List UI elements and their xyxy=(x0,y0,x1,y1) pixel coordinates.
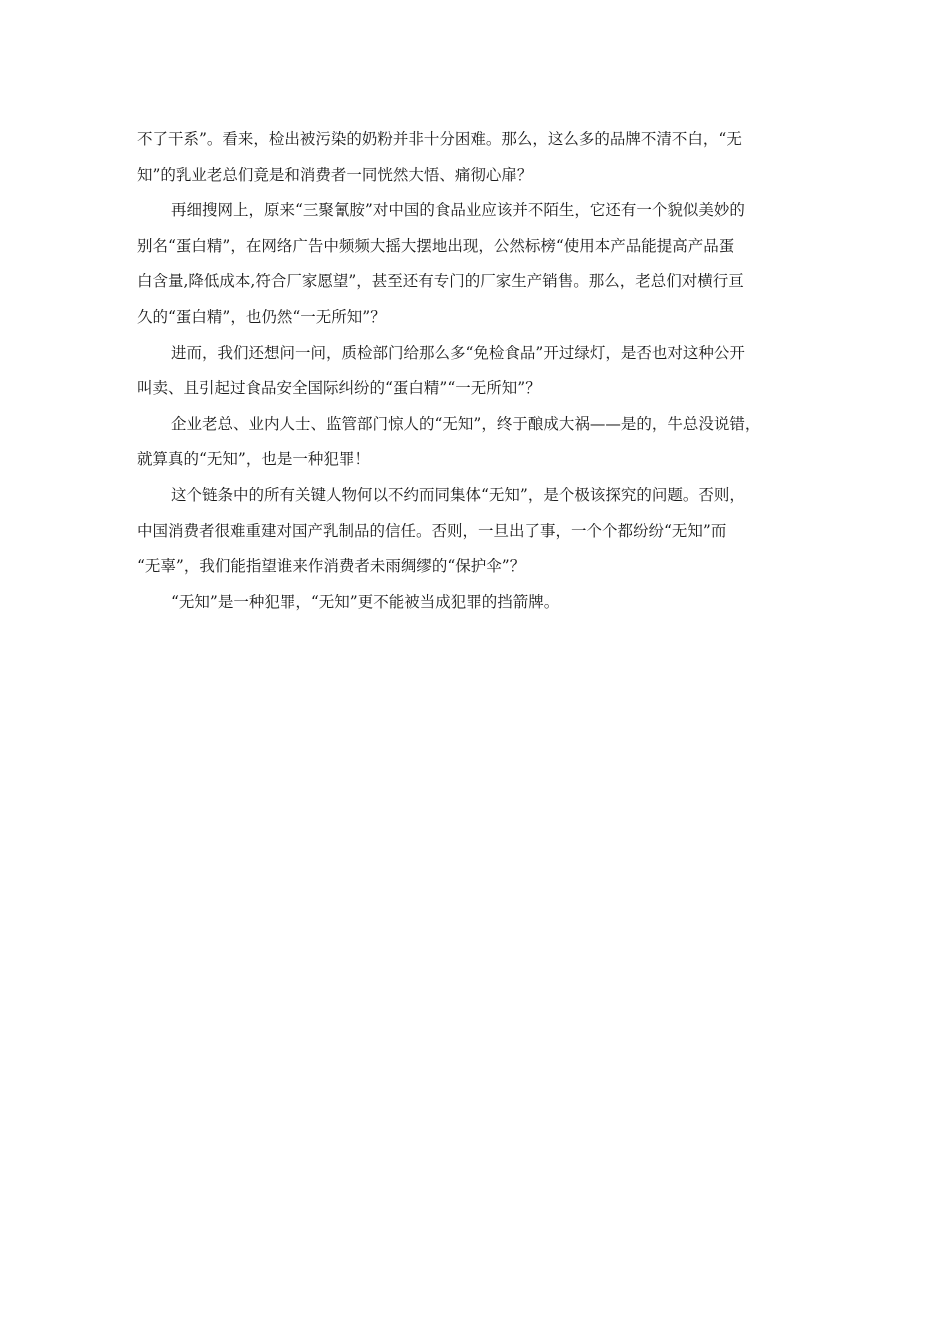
text-line: 企业老总、业内人士、监管部门惊人的“无知”，终于酿成大祸——是的，牛总没说错， xyxy=(171,414,761,433)
text-line: 这个链条中的所有关键人物何以不约而同集体“无知”，是个极该探究的问题。否则， xyxy=(171,485,745,504)
text-line: 叫卖、且引起过食品安全国际纠纷的“蛋白精”“一无所知”？ xyxy=(137,379,541,398)
text-line: 再细搜网上，原来“三聚氰胺”对中国的食品业应该并不陌生，它还有一个貌似美妙的 xyxy=(171,201,745,220)
text-line: “无知”是一种犯罪，“无知”更不能被当成犯罪的挡箭牌。 xyxy=(171,592,560,611)
text-line: 久的“蛋白精”，也仍然“一无所知”？ xyxy=(137,307,386,326)
text-line: “无辜”，我们能指望谁来作消费者未雨绸缪的“保护伞”？ xyxy=(137,557,526,576)
text-line: 知”的乳业老总们竟是和消费者一同恍然大悟、痛彻心扉？ xyxy=(137,165,533,184)
text-line: 别名“蛋白精”，在网络广告中频频大摇大摆地出现，公然标榜“使用本产品能提高产品蛋 xyxy=(137,236,735,255)
text-line: 进而，我们还想问一问，质检部门给那么多“免检食品”开过绿灯，是否也对这种公开 xyxy=(171,343,745,362)
article-body xyxy=(137,122,827,620)
text-line: 白含量,降低成本,符合厂家愿望”，甚至还有专门的厂家生产销售。那么，老总们对横行亘 xyxy=(137,272,744,291)
text-line: 中国消费者很难重建对国产乳制品的信任。否则，一旦出了事，一个个都纷纷“无知”而 xyxy=(137,521,727,540)
text-line: 就算真的“无知”，也是一种犯罪！ xyxy=(137,450,370,469)
text-line: 不了干系”。看来，检出被污染的奶粉并非十分困难。那么，这么多的品牌不清不白，“无 xyxy=(137,130,742,148)
